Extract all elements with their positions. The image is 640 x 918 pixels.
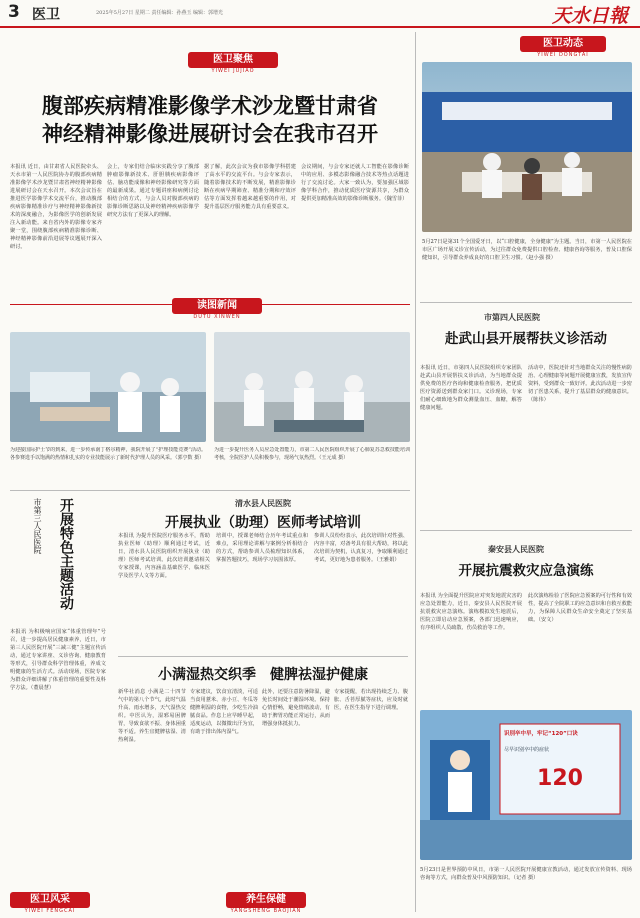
stroke-poster-photo xyxy=(420,710,632,860)
tag-health xyxy=(226,892,306,914)
xiaoman-col3: 此外，还要注意防暑降温，避免长时间处于潮湿环境。保持心情舒畅，避免情绪波动，有助于脾胃功能正常运行，从而增强身体抵抗力。 xyxy=(262,689,330,727)
main-article-col2: 会上，专家们结合临床实践分享了腹部肿瘤影像新技术、肝胆胰疾病影像评估、脑功能成像和神经影像研究等方面的最新成果。通过专题讲座和病例讨论相结合的方式，与会人员对腹部疾病的影像诊断思路以及神经精神疾病影像学研究方法有了更深入的理解。 xyxy=(107,164,199,218)
tag-fengcai-pinyin: YIWEI FENGCAI xyxy=(24,908,76,914)
main-headline-line1: 腹部疾病精准影像学术沙龙暨甘肃省 xyxy=(42,94,378,118)
tag-dynamic xyxy=(520,36,606,58)
section-name: 医卫 xyxy=(32,7,60,23)
qingshui-col3: 参训人员纷纷表示，此次培训针对性强、内容丰富，对备考具有很大帮助，将以此次培训为契机，认真复习，争取顺利通过考试，更好地为患者服务。（王雅娟） xyxy=(314,533,408,563)
qingshui-org: 清水县人民医院 xyxy=(235,499,291,508)
tag-fengcai-label: 医卫风采 xyxy=(10,892,90,908)
dynamic-photo-image xyxy=(422,62,632,232)
main-headline xyxy=(10,92,410,148)
divider-wushan xyxy=(420,302,632,303)
vertical-article-title: 开展特色主题活动 xyxy=(58,498,74,610)
poster-line1: 识别卒中早，牢记“120”口诀 xyxy=(504,731,578,737)
wushan-header xyxy=(420,312,632,347)
qinan-org: 秦安县人民医院 xyxy=(488,545,544,554)
readpic-caption-left: 为迎接国际护士节的到来，进一步传承南丁格尔精神，我院开展了“护理技能竞赛”活动。各参赛选手以饱满的热情和扎实的专业技能展示了新时代护理人员的风采。（郭亨数 摄） xyxy=(10,447,206,461)
poster-line2: 尽早识别卒中的症状 xyxy=(504,747,550,753)
dynamic-photo xyxy=(422,62,632,232)
tag-health-label: 养生保健 xyxy=(226,892,306,908)
xiaoman-col4: 专家提醒，若出现持续乏力、腹胀、舌苔厚腻等症状，应及时就医，在医生指导下进行调理。 xyxy=(334,689,408,711)
qinan-col2: 此次演练检验了医院应急预案的可行性和有效性，提高了全院职工的应急意识和自救互救能力，为保障人民群众生命安全奠定了坚实基础。（安文） xyxy=(528,593,632,623)
readpic-caption-right: 为进一步提升医务人员应急处置能力，市第二人民医院组织开展了心肺复苏急救技能培训考核，全院医护人员积极参与，现场气氛热烈。（王元成 摄） xyxy=(214,447,410,461)
tag-health-pinyin: YANGSHENG BAOJIAN xyxy=(230,908,302,914)
wushan-org: 市第四人民医院 xyxy=(484,313,540,322)
readpic-photo-left xyxy=(10,332,206,442)
tag-dynamic-label: 医卫动态 xyxy=(520,36,606,52)
page-number: 3 xyxy=(8,2,20,22)
qingshui-header xyxy=(118,498,408,532)
qingshui-col1: 本报讯 为提升医院医疗服务水平，帮助执业医师（助理）顺利通过考试，近日，清水县人民医院组织开展执业（助理）医师考试培训。此次培训邀请相关专家授课，内容涵盖基础医学、临床医学及医学人文等方面。 xyxy=(118,533,210,579)
stroke-caption: 5月23日是世界预防中风日，市第一人民医院开展健康宣教活动，通过发放宣传资料、现场咨询等方式，向群众普及中风预防知识。（记者 摄） xyxy=(420,867,632,881)
qingshui-title: 开展执业（助理）医师考试培训 xyxy=(165,515,361,531)
readpic-photo-right-image xyxy=(214,332,410,442)
tag-focus xyxy=(188,52,278,74)
vertical-article-body: 本报讯 为积极响应国家“体重管理年”号召，进一步提高居民健康素养，近日，市第三人民医院开展“三减三健”主题宣传活动，通过专家讲座、义诊咨询、健康教育等形式，引导群众科学管理体重，养成文明健康的生活方式。活动现场，医院专家为群众详细讲解了体重管理的重要性及科学方法。（董晨慧） xyxy=(10,629,106,691)
qinan-col1: 本报讯 为全面提升医院应对突发地震灾害的应急处置能力，近日，秦安县人民医院开展抗震救灾应急演练。演练模拟发生地震后，医院立即启动应急预案，各部门迅速响应，有序组织人员疏散、伤员救治等工作。 xyxy=(420,593,522,631)
divider-mid xyxy=(10,490,410,491)
xiaoman-col1: 新华社消息 小满是二十四节气中的第八个节气，此时气温升高、雨水增多，天气湿热交织。中医认为，湿邪易困脾胃，导致食欲不振、身体困重等不适。养生宜健脾祛湿、清热利湿。 xyxy=(118,689,186,743)
tag-focus-label: 医卫聚焦 xyxy=(188,52,278,68)
wushan-col2: 活动中，医院还针对当地群众关注的慢性病防治、心理健康等问题开展健康宣教，发放宣传资料，受到群众一致好评。此次活动进一步密切了医患关系，提升了基层群众的健康意识。（陈伟） xyxy=(528,365,632,403)
poster-number: 120 xyxy=(537,766,583,791)
tag-readpic xyxy=(172,298,262,320)
wushan-title: 赴武山县开展帮扶义诊活动 xyxy=(445,331,607,347)
qinan-header xyxy=(420,544,632,579)
vertical-article-org: 市第三人民医院 xyxy=(33,498,42,554)
readpic-photo-right xyxy=(214,332,410,442)
column-divider xyxy=(415,32,416,912)
tag-dynamic-pinyin: YIWEI DONGTAI xyxy=(537,52,589,58)
tag-readpic-pinyin: DUTU XINWEN xyxy=(193,314,241,320)
newspaper-logo: 天水日報 xyxy=(551,5,628,27)
main-article-col1: 本报讯 近日，由甘肃省人民医院牵头、天水市第一人民医院协办的腹部疾病精准影像学术沙龙暨甘肃省神经精神影像进展研讨会在天水召开。本次会议旨在推进医学影像学术交流平台，推动腹部疾病影像精准诊疗与神经精神影像新技术的深度融合，为影像医学的创新发展注入新动能。来自省内外的影像专家齐聚一堂，围绕腹部疾病精准影像诊断、神经精神影像前沿进展等议题展开深入研讨。 xyxy=(10,164,102,250)
xiaoman-title: 小满湿热交织季 健脾祛湿护健康 xyxy=(158,667,368,683)
main-headline-line2: 神经精神影像进展研讨会在我市召开 xyxy=(42,122,378,146)
xiaoman-col2: 专家建议，饮食宜清淡，可适当食用薏米、赤小豆、冬瓜等健脾利湿的食物，少吃生冷油腻食品。作息上应早睡早起，适度运动，以微微出汗为宜，有助于排出体内湿气。 xyxy=(190,689,258,735)
main-article-col3: 据了解，此次会议为我市影像学科搭建了高水平的交流平台。与会专家表示，随着影像技术的不断发展，精准影像诊断在疾病早期筛查、精准分期和疗效评估等方面发挥着越来越重要的作用，对提升基层医疗服务能力具有重要意义。 xyxy=(204,164,296,210)
tag-focus-pinyin: YIWEI JUJIAO xyxy=(211,68,255,74)
readpic-photo-left-image xyxy=(10,332,206,442)
dynamic-caption: 5月27日是第31个全国爱牙日，以“口腔健康，全身健康”为主题。当日，市第一人民医院在市区广场开展义诊宣传活动，为过往群众免费提供口腔检查、健康咨询等服务，普及口腔保健知识，引导群众养成良好的口腔卫生习惯。（赵小强 摄） xyxy=(422,239,632,261)
wushan-col1: 本报讯 近日，市第四人民医院组织专家团队赴武山县开展帮扶义诊活动，为当地群众提供免费的医疗咨询和健康检查服务，把优质医疗资源送到群众家门口。义诊现场，专家们耐心细致地为群众测量血压、血糖，解答健康问题。 xyxy=(420,365,522,411)
divider-health xyxy=(118,656,408,657)
qingshui-col2: 培训中，授课老师结合历年考试重点和难点，采用理论讲解与案例分析相结合的方式，帮助参训人员梳理知识体系，掌握答题技巧，现场学习氛围浓厚。 xyxy=(216,533,308,563)
qinan-title: 开展抗震救灾应急演练 xyxy=(458,563,594,579)
header-meta: 2025年5月27日 星期二 责任编辑：孙燕玉 编辑：郭增光 xyxy=(96,10,224,16)
tag-readpic-label: 读图新闻 xyxy=(172,298,262,314)
tag-fengcai xyxy=(10,892,90,914)
divider-qinan xyxy=(420,530,632,531)
page-header xyxy=(0,0,640,28)
main-article-col4: 会议期间，与会专家还就人工智能在影像诊断中的应用、多模态影像融合技术等热点话题进行了交流讨论。大家一致认为，要加强区域影像学科合作，推动优质医疗资源共享，为群众提供更加精准高效的影像诊断服务。（魏雪菲） xyxy=(301,164,409,202)
